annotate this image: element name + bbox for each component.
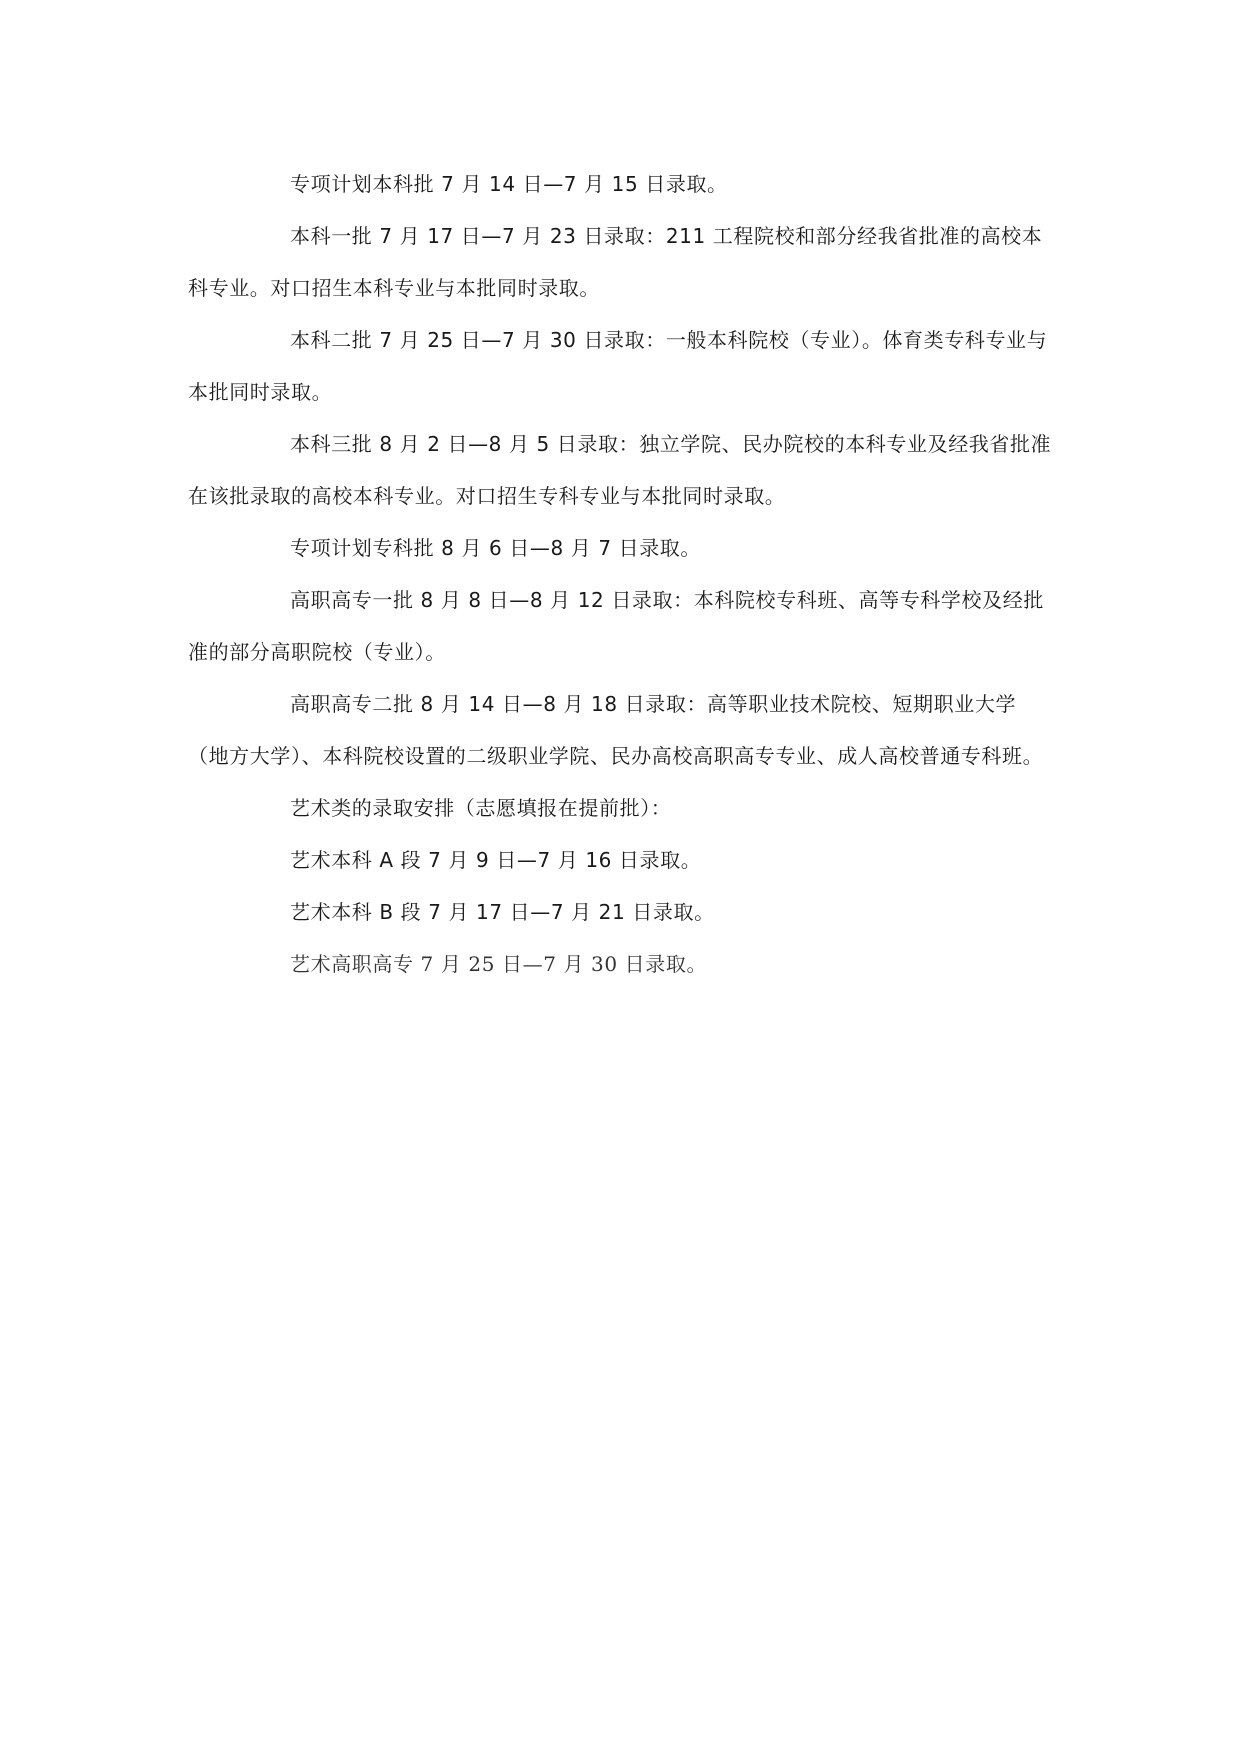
paragraph-vocational-batch-1: 高职高专一批 8 月 8 日—8 月 12 日录取：本科院校专科班、高等专科学校及经批准的部分高职院校（专业）。 xyxy=(188,588,1044,664)
paragraph-art-arrangement-heading: 艺术类的录取安排（志愿填报在提前批）： xyxy=(290,796,672,820)
paragraph-vocational-batch-2: 高职高专二批 8 月 14 日—8 月 18 日录取：高等职业技术院校、短期职业大学（地方大学）、本科院校设置的二级职业学院、民办高校高职高专专业、成人高校普通专科班。 xyxy=(188,692,1044,768)
paragraph-undergrad-batch-3: 本科三批 8 月 2 日—8 月 5 日录取：独立学院、民办院校的本科专业及经我省批准在该批录取的高校本科专业。对口招生专科专业与本批同时录取。 xyxy=(188,432,1052,508)
paragraph-art-vocational: 艺术高职高专 7 月 25 日—7 月 30 日录取。 xyxy=(290,952,708,976)
paragraph-undergrad-batch-2: 本科二批 7 月 25 日—7 月 30 日录取：一般本科院校（专业）。体育类专科专业与本批同时录取。 xyxy=(188,328,1048,404)
paragraph-special-plan-college: 专项计划专科批 8 月 6 日—8 月 7 日录取。 xyxy=(290,536,701,560)
paragraph-undergrad-batch-1: 本科一批 7 月 17 日—7 月 23 日录取：211 工程院校和部分经我省批准的高校本科专业。对口招生本科专业与本批同时录取。 xyxy=(188,224,1043,300)
document-body xyxy=(188,158,1053,990)
paragraph-special-plan-undergrad: 专项计划本科批 7 月 14 日—7 月 15 日录取。 xyxy=(290,172,728,196)
paragraph-art-undergrad-b: 艺术本科 B 段 7 月 17 日—7 月 21 日录取。 xyxy=(290,900,715,924)
paragraph-art-undergrad-a: 艺术本科 A 段 7 月 9 日—7 月 16 日录取。 xyxy=(290,848,702,872)
